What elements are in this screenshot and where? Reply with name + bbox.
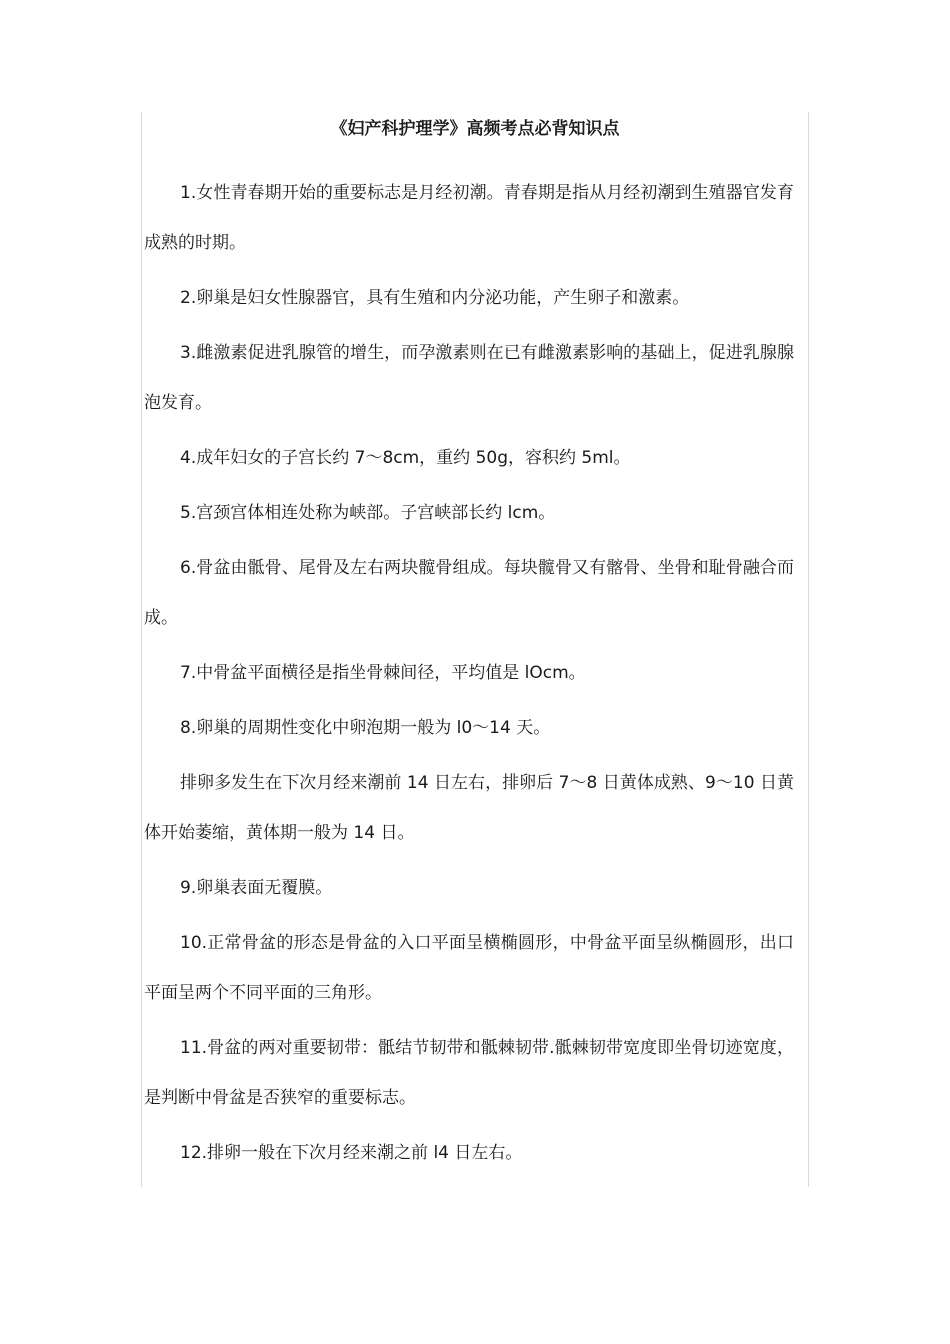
paragraph-9: 9.卵巢表面无覆膜。 bbox=[180, 878, 333, 898]
paragraph-11: 11.骨盆的两对重要韧带：骶结节韧带和骶棘韧带.骶棘韧带宽度即坐骨切迹宽度，是判断中骨盆是否狭窄的重要标志。 bbox=[144, 1038, 794, 1108]
paragraph-7: 7.中骨盆平面横径是指坐骨棘间径，平均值是 lOcm。 bbox=[180, 663, 586, 683]
document-body bbox=[144, 168, 794, 1183]
paragraph-8-continued: 排卵多发生在下次月经来潮前 14 日左右，排卵后 7～8 日黄体成熟、9～10 日黄体开始萎缩，黄体期一般为 14 日。 bbox=[144, 773, 794, 843]
paragraph-6: 6.骨盆由骶骨、尾骨及左右两块髋骨组成。每块髋骨又有髂骨、坐骨和耻骨融合而成。 bbox=[144, 558, 794, 628]
paragraph-1: 1.女性青春期开始的重要标志是月经初潮。青春期是指从月经初潮到生殖器官发育成熟的时期。 bbox=[144, 183, 794, 253]
paragraph-4: 4.成年妇女的子宫长约 7～8cm，重约 50g，容积约 5ml。 bbox=[180, 448, 631, 468]
paragraph-12: 12.排卵一般在下次月经来潮之前 l4 日左右。 bbox=[180, 1143, 523, 1163]
document-page bbox=[141, 112, 809, 1187]
paragraph-10: 10.正常骨盆的形态是骨盆的入口平面呈横椭圆形，中骨盆平面呈纵椭圆形，出口平面呈两个不同平面的三角形。 bbox=[144, 933, 794, 1003]
paragraph-5: 5.宫颈宫体相连处称为峡部。子宫峡部长约 lcm。 bbox=[180, 503, 556, 523]
paragraph-3: 3.雌激素促进乳腺管的增生，而孕激素则在已有雌激素影响的基础上，促进乳腺腺泡发育。 bbox=[144, 343, 794, 413]
paragraph-8: 8.卵巢的周期性变化中卵泡期一般为 l0～14 天。 bbox=[180, 718, 551, 738]
document-title: 《妇产科护理学》高频考点必背知识点 bbox=[330, 119, 620, 139]
paragraph-2: 2.卵巢是妇女性腺器官，具有生殖和内分泌功能，产生卵子和激素。 bbox=[180, 288, 690, 308]
